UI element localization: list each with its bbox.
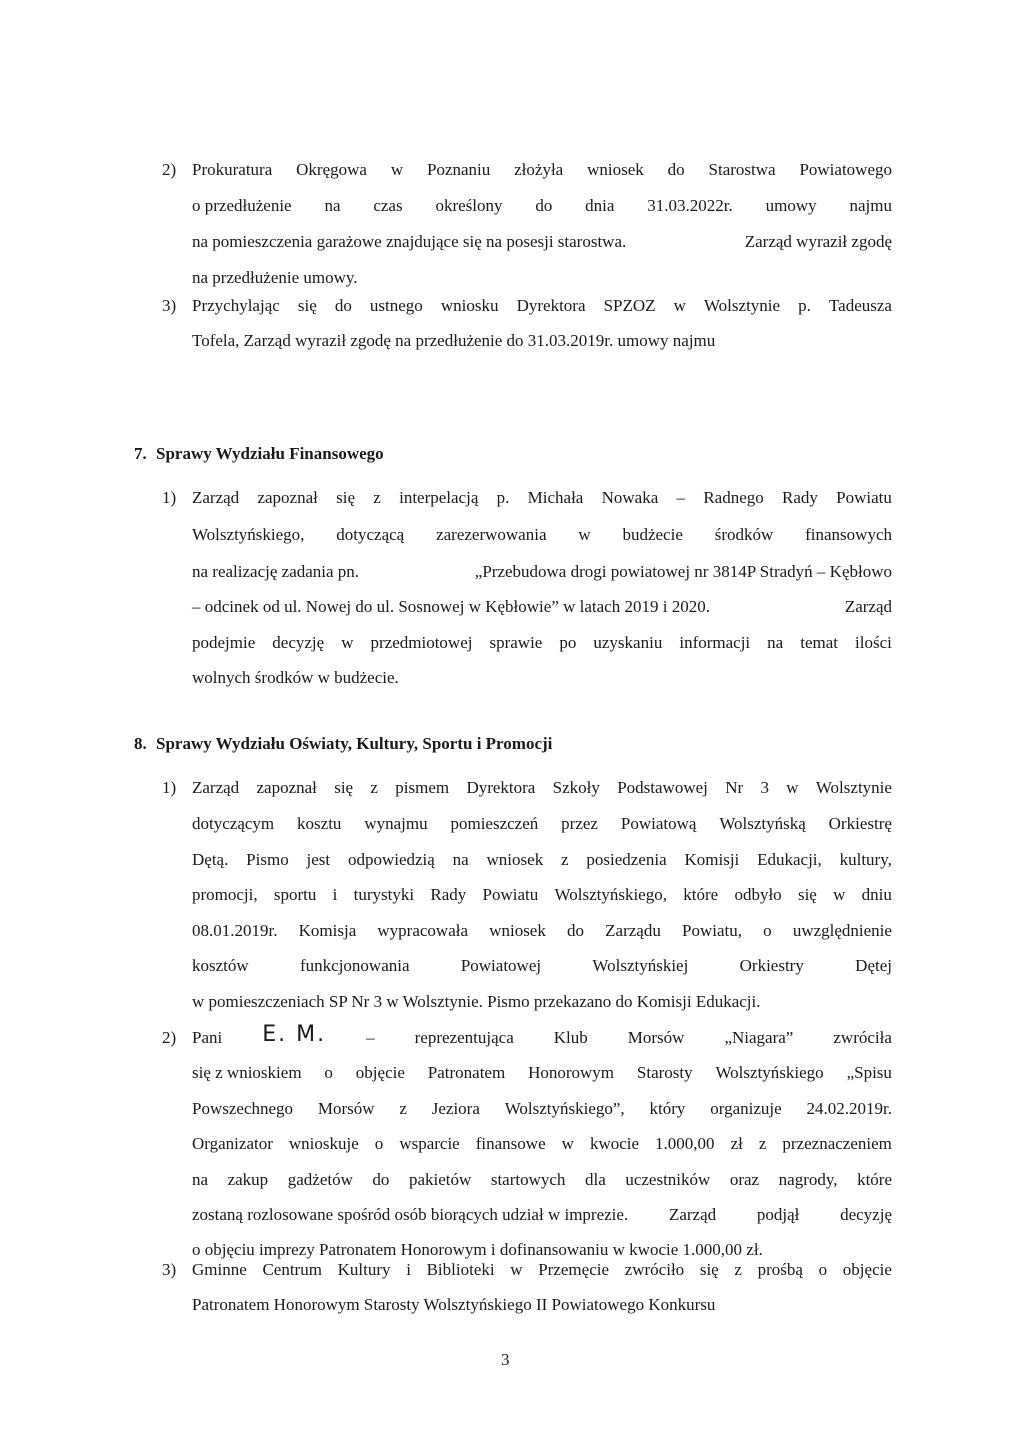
section7-number: 7. (134, 444, 147, 463)
text-run: na pomieszczenia garażowe znajdujące się na posesji starostwa. (192, 232, 627, 251)
section6-line (192, 196, 892, 216)
text-run: – odcinek od ul. Nowej do ul. Sosnowej w Kębłowie” w latach 2019 i 2020. (192, 597, 710, 616)
text-run: Przychylając (192, 296, 280, 315)
text-run: 24.02.2019r. (806, 1099, 892, 1118)
text-run: się z wnioskiem (192, 1063, 302, 1082)
text-run: uwzględnienie (792, 921, 892, 940)
text-run: zakup (227, 1170, 269, 1189)
text-run: sportu (273, 885, 317, 904)
text-run: do (667, 160, 685, 179)
text-run: do (372, 1170, 390, 1189)
text-run: złożyła (514, 160, 564, 179)
section7-line (192, 597, 892, 617)
text-run: Poznaniu (426, 160, 491, 179)
text-run: Centrum (262, 1260, 322, 1279)
text-run: Starostwa (708, 160, 776, 179)
text-run: w (578, 525, 591, 544)
text-run: 3 (760, 778, 769, 797)
text-run: z (758, 1134, 767, 1153)
section6-item-number: 2) (162, 160, 177, 179)
section6-line: na przedłużenie umowy. (192, 268, 358, 287)
text-run: Orkiestry (739, 956, 804, 975)
section7-title: Sprawy Wydziału Finansowego (156, 444, 384, 463)
text-run: objęcie (355, 1063, 405, 1082)
text-run: zwróciła (833, 1028, 892, 1047)
text-run: Zarząd (192, 488, 240, 507)
text-run: Gminne (192, 1260, 247, 1279)
text-run: do (334, 296, 352, 315)
text-run: Wolsztyńskiego, (554, 885, 667, 904)
text-run: dniu (861, 885, 892, 904)
text-run: Powiatu (482, 885, 539, 904)
text-run: 1.000,00 (655, 1134, 715, 1153)
text-run: wniosek (486, 850, 544, 869)
text-run: się (797, 885, 817, 904)
text-run: dnia (585, 196, 615, 215)
text-run: się (297, 296, 317, 315)
text-run: Wolsztynie (815, 778, 892, 797)
text-run: w (341, 633, 354, 652)
text-run: na realizację zadania pn. (192, 562, 360, 581)
text-run: Wolsztyńskiej (592, 956, 689, 975)
section7-line (192, 525, 892, 545)
text-run: dotyczącą (336, 525, 405, 544)
text-run: pakietów (408, 1170, 472, 1189)
text-run: przeznaczeniem (782, 1134, 892, 1153)
text-run: kosztu (297, 814, 342, 833)
section8-line (192, 1099, 892, 1119)
text-run: zł (730, 1134, 743, 1153)
text-run: jest (306, 850, 331, 869)
text-run: Biblioteki (426, 1260, 495, 1279)
text-run: Zarząd wyraził zgodę (744, 232, 892, 251)
text-run: Jeziora (431, 1099, 480, 1118)
text-run: gadżetów (287, 1170, 353, 1189)
text-run: pomieszczeń (450, 814, 539, 833)
text-run: Powiatową (620, 814, 697, 833)
text-run: interpelacją (399, 488, 479, 507)
section8-line: w pomieszczeniach SP Nr 3 w Wolsztynie. Pismo przekazano do Komisji Edukacji. (192, 992, 761, 1011)
section7-line: wolnych środków w budżecie. (192, 668, 399, 687)
text-run: Komisji (684, 850, 740, 869)
text-run: Edukacji, (757, 850, 822, 869)
text-run: promocji, (192, 885, 258, 904)
section8-line: Patronatem Honorowym Starosty Wolsztyńskiego II Powiatowego Konkursu (192, 1295, 716, 1314)
section6-item-number: 3) (162, 296, 177, 315)
text-run: turystyki (353, 885, 415, 904)
section7-line (192, 562, 892, 582)
text-run: zapoznał (256, 778, 317, 797)
text-run: po (559, 633, 577, 652)
section7-item-number: 1) (162, 488, 177, 507)
text-run: 08.01.2019r. (192, 921, 278, 940)
text-run: informacji (679, 633, 751, 652)
text-run: „Przebudowa drogi powiatowej nr 3814P Stradyń – Kębłowo (474, 562, 892, 581)
section6-line (192, 160, 892, 180)
text-run: decyzję (272, 633, 325, 652)
section7-heading (134, 444, 384, 464)
text-run: startowych (490, 1170, 566, 1189)
text-run: dla (584, 1170, 606, 1189)
text-run: umowy (765, 196, 817, 215)
text-run: Tadeusza (828, 296, 892, 315)
text-run: wynajmu (364, 814, 428, 833)
text-run: odpowiedzią (347, 850, 435, 869)
text-run: Wolsztyńskiego, (192, 525, 305, 544)
section8-line (192, 885, 892, 905)
text-run: „Spisu (846, 1063, 892, 1082)
text-run: Zarząd (668, 1205, 717, 1224)
text-run: Pani (192, 1028, 223, 1047)
text-run: z (373, 488, 381, 507)
text-run: Powiatowej (460, 956, 542, 975)
handwritten-initials: E. M. (262, 1022, 327, 1047)
section8-line (192, 1063, 892, 1083)
text-run: – (676, 488, 686, 507)
text-run: budżecie (622, 525, 683, 544)
text-run: zarezerwowania (436, 525, 547, 544)
text-run: Powszechnego (192, 1099, 294, 1118)
text-run: na (192, 1170, 209, 1189)
text-run: i (406, 1260, 411, 1279)
text-run: Kultury (337, 1260, 391, 1279)
text-run: Powiatu (836, 488, 892, 507)
section8-line: o objęciu imprezy Patronatem Honorowym i dofinansowaniu w kwocie 1.000,00 zł. (192, 1240, 763, 1259)
text-run: Rady (430, 885, 467, 904)
text-run: które (683, 885, 719, 904)
text-run: temat (800, 633, 838, 652)
text-run: w (510, 1260, 523, 1279)
text-run: Dętą. (192, 850, 229, 869)
text-run: Morsów (317, 1099, 375, 1118)
text-run: Podstawowej (617, 778, 708, 797)
section7-line (192, 488, 892, 508)
text-run: z (370, 778, 378, 797)
text-run: uczestników (625, 1170, 711, 1189)
text-run: Patronatem (427, 1063, 506, 1082)
text-run: w (833, 885, 846, 904)
text-run: na (452, 850, 469, 869)
text-run: przedmiotowej (370, 633, 473, 652)
text-run: prośbą (757, 1260, 803, 1279)
text-run: Przemęcie (538, 1260, 610, 1279)
text-run: podejmie (192, 633, 256, 652)
text-run: z (734, 1260, 742, 1279)
text-run: finansowych (805, 525, 892, 544)
text-run: Dyrektora (466, 778, 536, 797)
text-run: wniosku (440, 296, 499, 315)
text-run: zostaną rozlosowane spośród osób biorących udział w imprezie. (192, 1205, 629, 1224)
text-run: z (399, 1099, 407, 1118)
text-run: który (649, 1099, 686, 1118)
text-run: się (336, 488, 356, 507)
text-run: wypracowała (377, 921, 469, 940)
text-run: o (374, 1134, 384, 1153)
text-run: o (818, 1260, 828, 1279)
text-run: reprezentująca (414, 1028, 514, 1047)
text-run: Dętej (855, 956, 892, 975)
text-run: na (324, 196, 341, 215)
text-run: Pismo (246, 850, 289, 869)
text-run: Zarząd (192, 778, 240, 797)
section8-line (192, 1205, 892, 1225)
text-run: określony (435, 196, 503, 215)
text-run: Nr (725, 778, 744, 797)
text-run: na (767, 633, 784, 652)
text-run: Powiatu, (682, 921, 742, 940)
section8-line (192, 921, 892, 941)
text-run: Organizator (192, 1134, 273, 1153)
text-run: Komisja (298, 921, 357, 940)
text-run: Zarządu (605, 921, 661, 940)
text-run: kosztów (192, 956, 249, 975)
section8-number: 8. (134, 734, 147, 753)
text-run: decyzję (840, 1205, 892, 1224)
text-run: środków (714, 525, 774, 544)
text-run: i (332, 885, 338, 904)
text-run: przez (561, 814, 598, 833)
text-run: Radnego (703, 488, 764, 507)
text-run: Wolsztyńskiego”, (504, 1099, 625, 1118)
text-run: kultury, (839, 850, 892, 869)
text-run: zwróciło (624, 1260, 685, 1279)
text-run: do (567, 921, 585, 940)
text-run: posiedzenia (586, 850, 667, 869)
text-run: sprawie (489, 633, 543, 652)
section6-line: Tofela, Zarząd wyraził zgodę na przedłużenie do 31.03.2019r. umowy najmu (192, 331, 716, 350)
text-run: Orkiestrę (828, 814, 892, 833)
text-run: najmu (849, 196, 892, 215)
section8-line (192, 1134, 892, 1154)
text-run: Okręgowa (296, 160, 367, 179)
text-run: Wolsztyńską (719, 814, 806, 833)
text-run: wniosek (489, 921, 546, 940)
text-run: nagrody, (778, 1170, 838, 1189)
text-run: Powiatowego (799, 160, 892, 179)
section6-line (192, 232, 892, 252)
text-run: Rady (782, 488, 818, 507)
text-run: odbyło (734, 885, 782, 904)
text-run: finansowe (475, 1134, 546, 1153)
text-run: wniosek (587, 160, 644, 179)
section8-line (192, 1260, 892, 1280)
section8-line (192, 1170, 892, 1190)
section6-line (192, 296, 892, 316)
section8-line (192, 1022, 892, 1048)
text-run: Starosty (636, 1063, 693, 1082)
page-number: 3 (501, 1350, 510, 1369)
text-run: SPZOZ (603, 296, 656, 315)
section8-line (192, 814, 892, 834)
text-run: organizuje (710, 1099, 782, 1118)
text-run: Nowaka (601, 488, 659, 507)
text-run: oraz (729, 1170, 760, 1189)
text-run: zapoznał (257, 488, 318, 507)
section8-item-number: 3) (162, 1260, 177, 1279)
text-run: pismem (395, 778, 450, 797)
text-run: w (561, 1134, 574, 1153)
text-run: „Niagara” (724, 1028, 794, 1047)
section8-line (192, 956, 892, 976)
text-run: objęcie (842, 1260, 892, 1279)
text-run: do (535, 196, 553, 215)
text-run: kwocie (589, 1134, 640, 1153)
section8-item-number: 1) (162, 778, 177, 797)
text-run: w (390, 160, 404, 179)
section8-title: Sprawy Wydziału Oświaty, Kultury, Sportu i Promocji (156, 734, 553, 753)
text-run: dotyczącym (192, 814, 275, 833)
text-run: Honorowym (528, 1063, 615, 1082)
text-run: Wolsztyńskiego (715, 1063, 824, 1082)
text-run: Dyrektora (516, 296, 586, 315)
section8-heading (134, 734, 552, 754)
text-run: p. (798, 296, 811, 315)
text-run: o (763, 921, 772, 940)
text-run: wnioskuje (288, 1134, 359, 1153)
text-run: czas (373, 196, 403, 215)
text-run: Prokuratura (192, 160, 273, 179)
text-run: które (857, 1170, 892, 1189)
text-run: Morsów (627, 1028, 685, 1047)
text-run: p. (496, 488, 510, 507)
text-run: o przedłużenie (192, 196, 292, 215)
text-run: – (366, 1028, 375, 1047)
text-run: w (673, 296, 686, 315)
text-run: uzyskaniu (593, 633, 663, 652)
section8-line (192, 778, 892, 798)
text-run: 31.03.2022r. (647, 196, 733, 215)
section8-item-number: 2) (162, 1028, 177, 1047)
text-run: Klub (553, 1028, 588, 1047)
text-run: Zarząd (844, 597, 892, 616)
text-run: ustnego (369, 296, 423, 315)
text-run: podjął (756, 1205, 800, 1224)
section8-line (192, 850, 892, 870)
text-run: się (334, 778, 354, 797)
text-run: funkcjonowania (299, 956, 410, 975)
text-run: w (786, 778, 799, 797)
text-run: Szkoły (552, 778, 600, 797)
section7-line (192, 633, 892, 653)
text-run: Michała (527, 488, 584, 507)
text-run: ilości (855, 633, 892, 652)
text-run: o (324, 1063, 333, 1082)
text-run: z (561, 850, 569, 869)
text-run: Wolsztynie (704, 296, 781, 315)
text-run: się (699, 1260, 719, 1279)
text-run: wsparcie (399, 1134, 460, 1153)
